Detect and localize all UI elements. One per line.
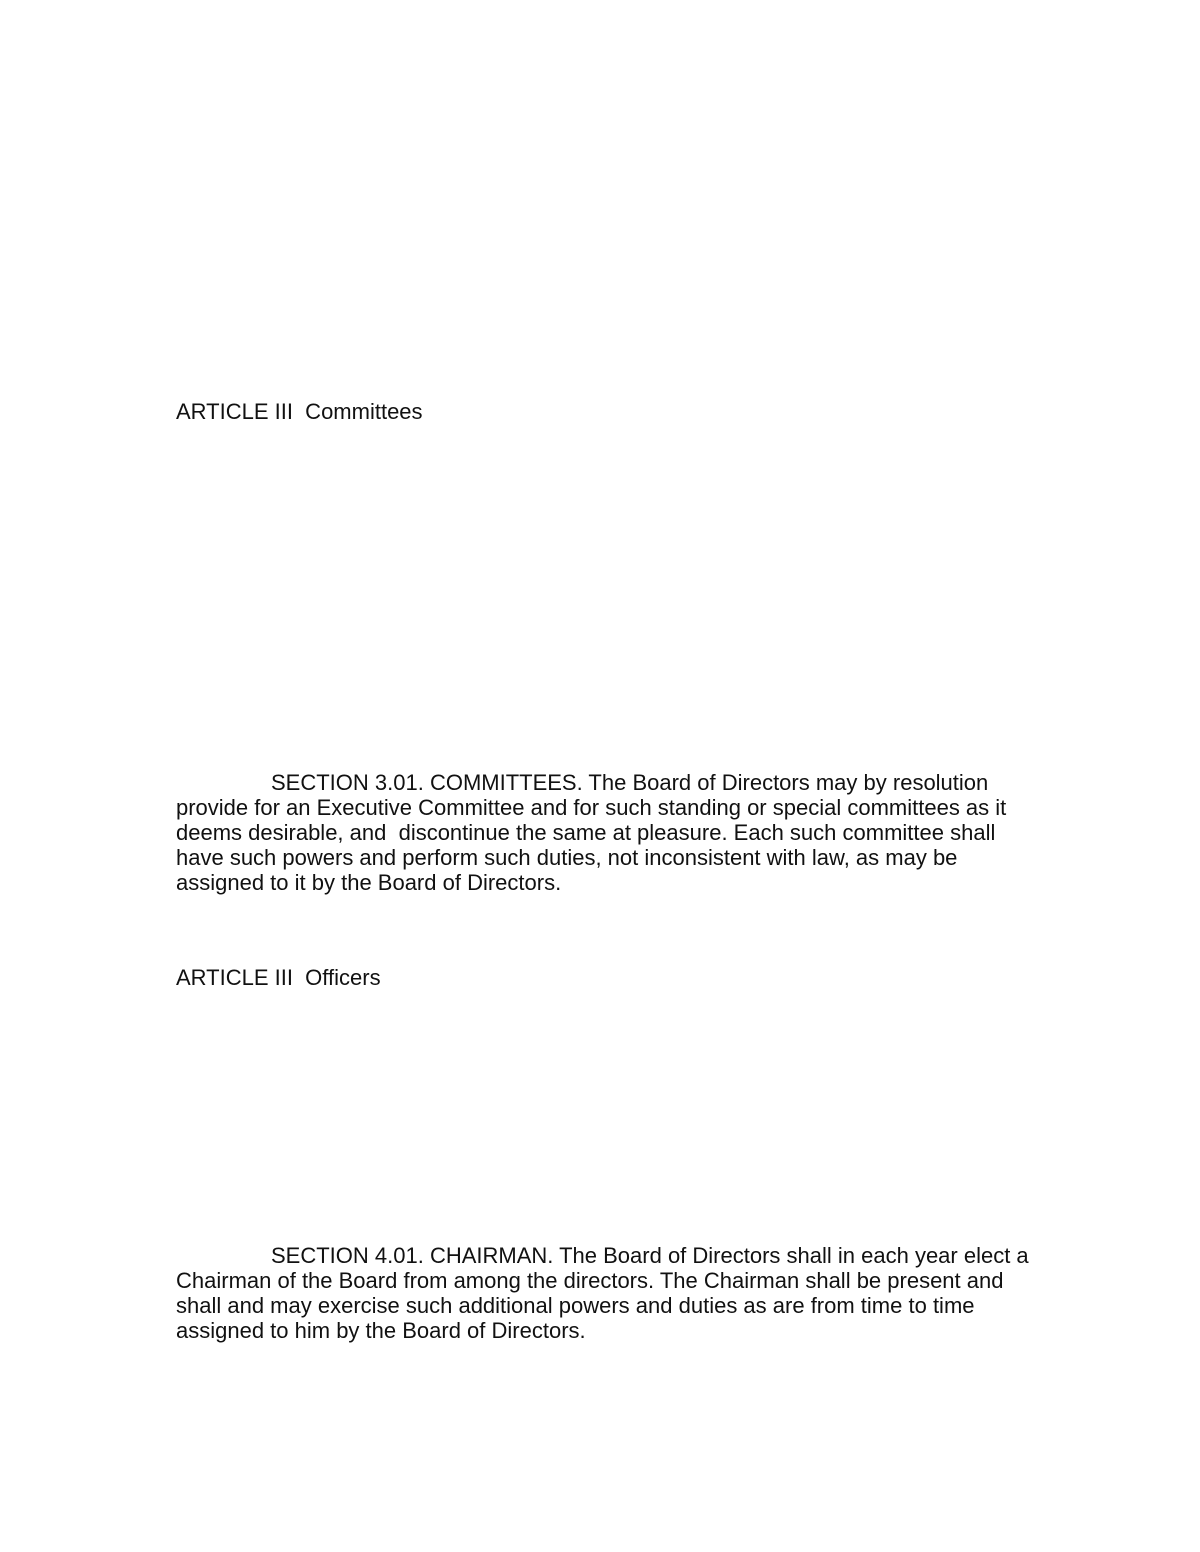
paragraph-line: have such powers and perform such duties, not inconsistent with law, as may be <box>176 845 958 870</box>
paragraph-line: Chairman of the Board from among the directors. The Chairman shall be present and <box>176 1268 1004 1293</box>
paragraph-line: shall and may exercise such additional powers and duties as are from time to time <box>176 1293 975 1318</box>
paragraph-line: provide for an Executive Committee and for such standing or special committees as it <box>176 795 1007 820</box>
paragraph-line: SECTION 3.01. COMMITTEES. The Board of Directors may by resolution <box>271 770 989 795</box>
paragraph-line: deems desirable, and discontinue the same at pleasure. Each such committee shall <box>176 820 996 845</box>
paragraph-line: assigned to him by the Board of Directors. <box>176 1318 586 1343</box>
article-heading-committees: ARTICLE III Committees <box>176 399 423 424</box>
section-3-01-paragraph <box>176 770 1026 895</box>
article-heading-officers: ARTICLE III Officers <box>176 965 381 990</box>
paragraph-line: SECTION 4.01. CHAIRMAN. The Board of Directors shall in each year elect a <box>271 1243 1029 1268</box>
paragraph-line: assigned to it by the Board of Directors. <box>176 870 562 895</box>
section-4-01-paragraph <box>176 1243 1029 1343</box>
